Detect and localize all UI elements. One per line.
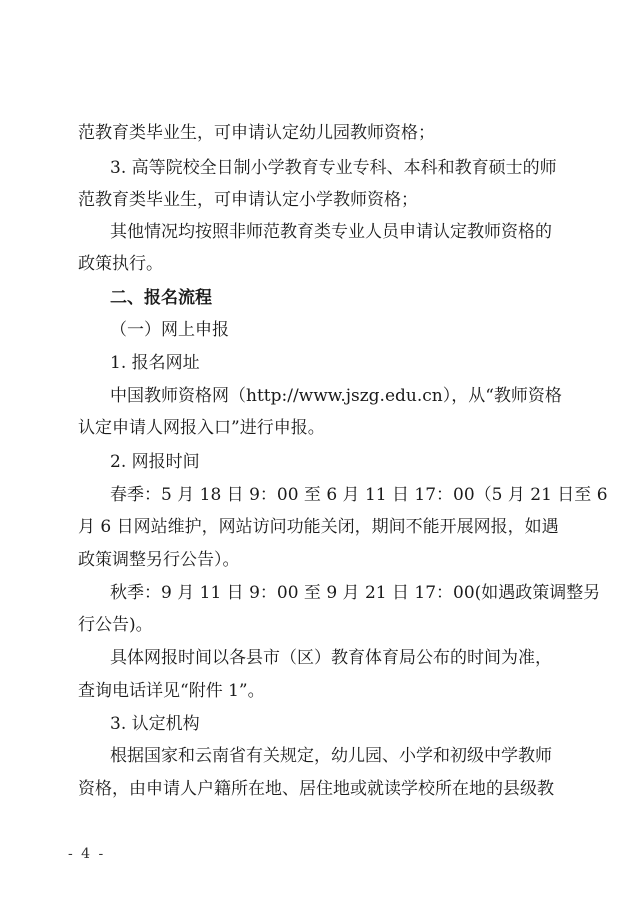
text-line: 查询电话详见“附件 1”。 (78, 681, 265, 701)
text-line: 资格，由申请人户籍所在地、居住地或就读学校所在地的县级教 (78, 779, 554, 799)
text-line: 春季：5 月 18 日 9：00 至 6 月 11 日 17：00（5 月 21 日至 6 (110, 485, 608, 505)
text-line: 范教育类毕业生，可申请认定小学教师资格； (78, 190, 418, 210)
subsection-heading: （一）网上申报 (110, 320, 229, 340)
text-line: 范教育类毕业生，可申请认定幼儿园教师资格； (78, 123, 435, 143)
text-line: 认定申请人网报入口”进行申报。 (78, 418, 325, 438)
item-heading: 2. 网报时间 (110, 452, 200, 472)
text-line: 根据国家和云南省有关规定，幼儿园、小学和初级中学教师 (110, 746, 552, 766)
text-line: 政策执行。 (78, 254, 163, 274)
item-heading: 3. 认定机构 (110, 714, 200, 734)
text-line: 具体网报时间以各县市（区）教育体育局公布的时间为准， (110, 648, 552, 668)
text-line: 中国教师资格网（http://www.jszg.edu.cn），从“教师资格 (110, 386, 562, 406)
text-line: 3. 高等院校全日制小学教育专业专科、本科和教育硕士的师 (110, 158, 557, 178)
page-number: - 4 - (68, 846, 106, 862)
text-line: 秋季：9 月 11 日 9：00 至 9 月 21 日 17：00(如遇政策调整另 (110, 583, 601, 603)
text-line: 政策调整另行公告）。 (78, 550, 240, 570)
text-line: 月 6 日网站维护，网站访问功能关闭，期间不能开展网报，如遇 (78, 517, 559, 537)
item-heading: 1. 报名网址 (110, 353, 200, 373)
section-heading: 二、报名流程 (110, 288, 212, 308)
text-line: 其他情况均按照非师范教育类专业人员申请认定教师资格的 (110, 222, 552, 242)
text-line: 行公告)。 (78, 615, 153, 635)
